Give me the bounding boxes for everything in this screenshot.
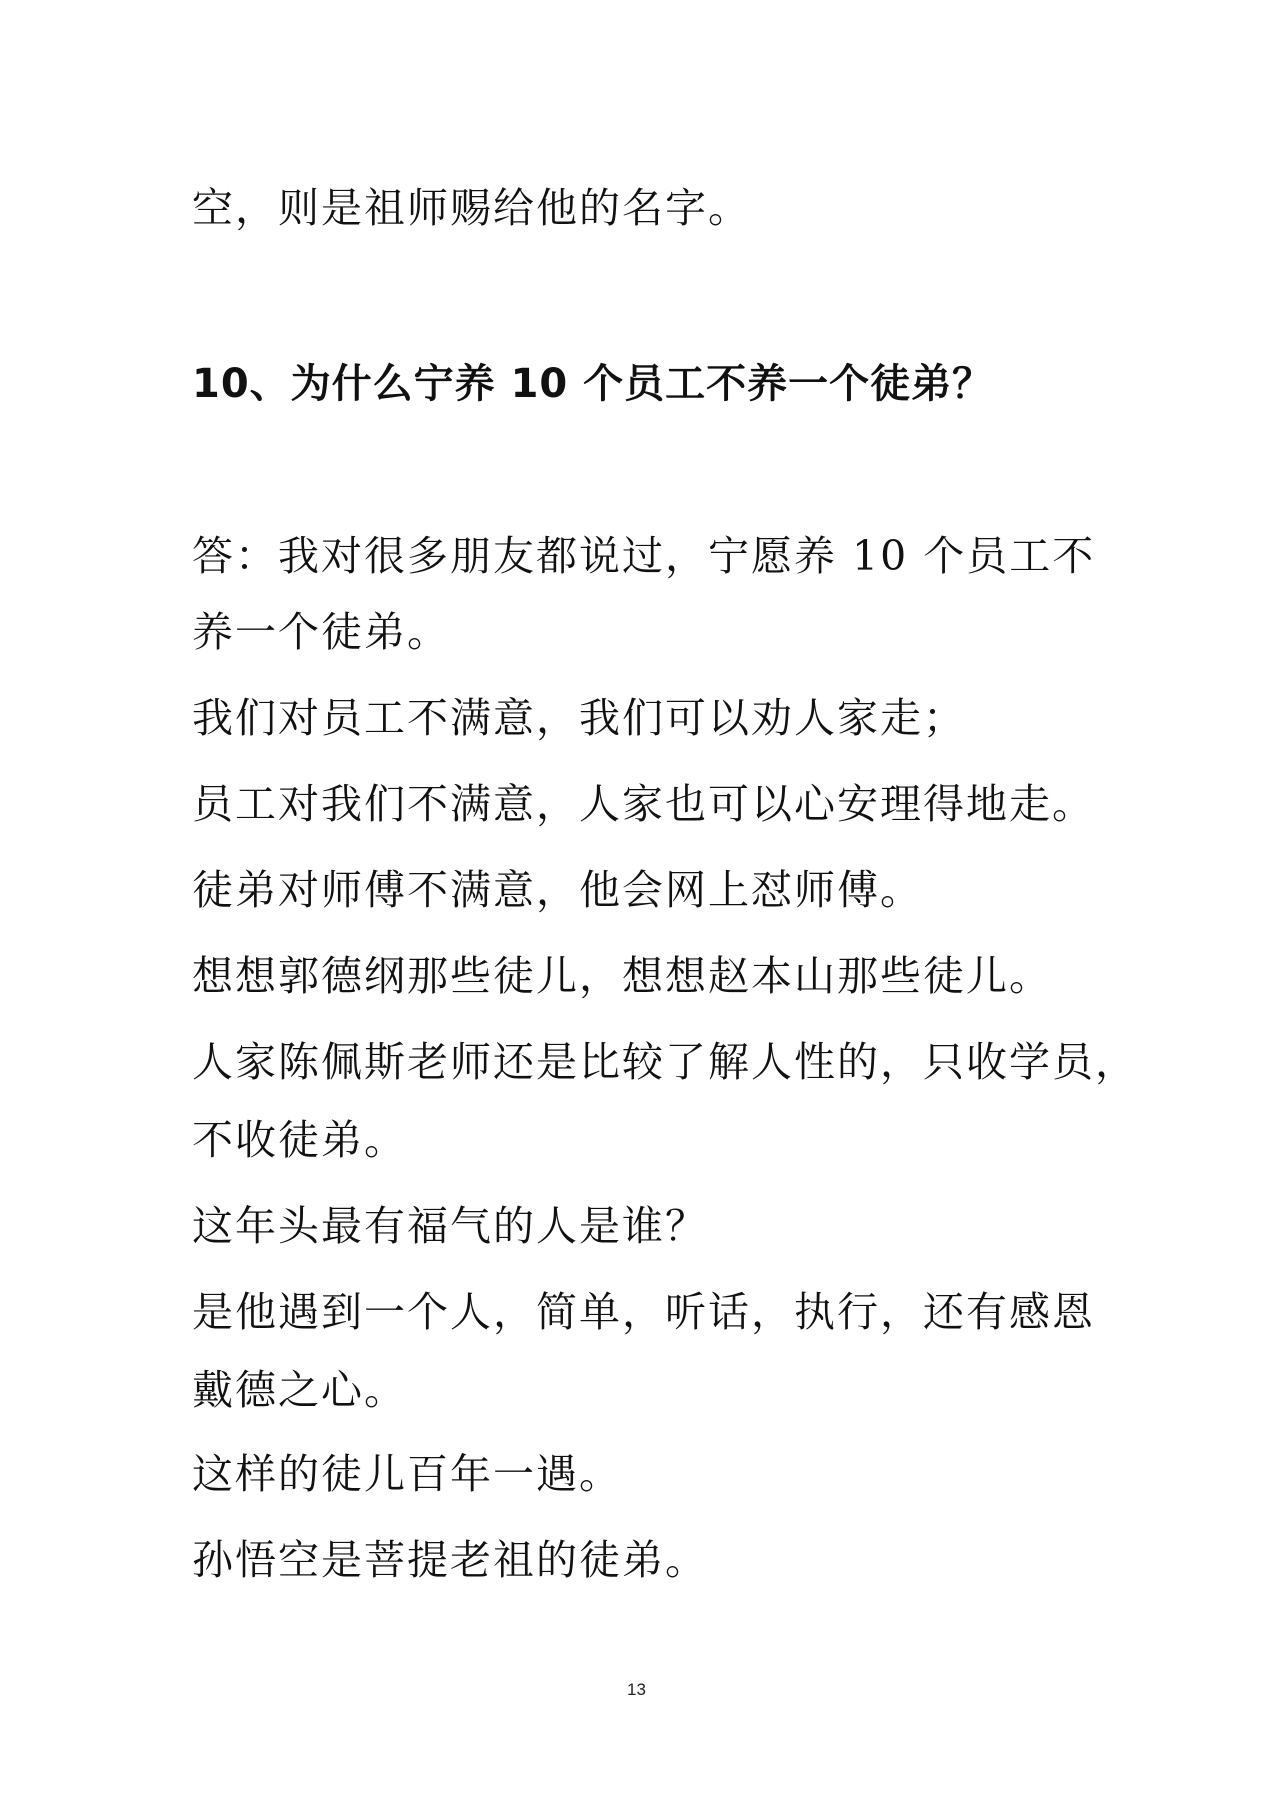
body-line: 孙悟空是菩提老祖的徒弟。	[192, 1536, 708, 1584]
page-number: 13	[627, 1680, 646, 1699]
body-line: 这样的徒儿百年一遇。	[192, 1450, 622, 1498]
body-line: 员工对我们不满意，人家也可以心安理得地走。	[192, 780, 1095, 828]
body-line: 人家陈佩斯老师还是比较了解人性的，只收学员，	[192, 1038, 1138, 1086]
section-heading: 10、为什么宁养 10 个员工不养一个徒弟？	[192, 361, 994, 407]
body-line: 徒弟对师傅不满意，他会网上怼师傅。	[192, 866, 923, 914]
body-line: 这年头最有福气的人是谁？	[192, 1202, 708, 1250]
text-line-continuation: 空，则是祖师赐给他的名字。	[192, 184, 751, 232]
body-line: 是他遇到一个人，简单，听话，执行，还有感恩	[192, 1288, 1095, 1336]
body-line: 养一个徒弟。	[192, 608, 450, 656]
body-line: 戴德之心。	[192, 1366, 407, 1414]
body-line: 不收徒弟。	[192, 1116, 407, 1164]
body-line: 想想郭德纲那些徒儿，想想赵本山那些徒儿。	[192, 952, 1052, 1000]
body-line: 我们对员工不满意，我们可以劝人家走；	[192, 694, 966, 742]
body-line: 答：我对很多朋友都说过，宁愿养 10 个员工不	[192, 532, 1096, 580]
